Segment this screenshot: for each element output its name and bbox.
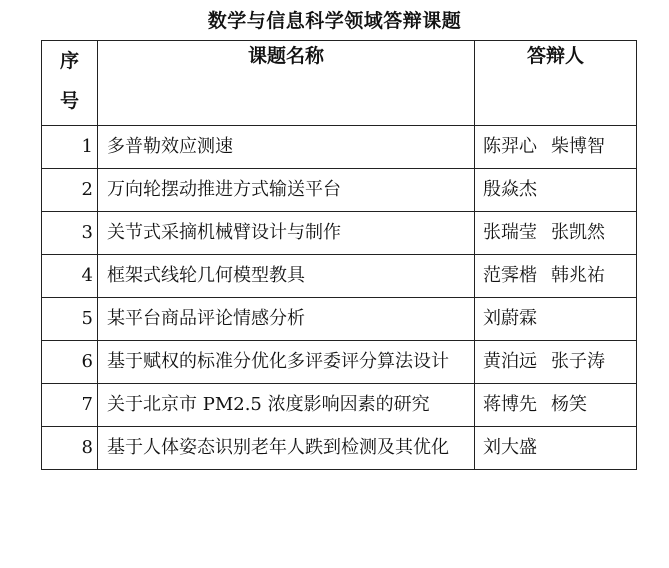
row-people bbox=[475, 169, 637, 212]
table-row bbox=[42, 384, 637, 427]
presenter-name: 陈羿心 bbox=[483, 136, 537, 157]
presenter-name: 韩兆祐 bbox=[551, 265, 605, 286]
defense-topics-table bbox=[41, 40, 637, 470]
presenter-name: 蒋博先 bbox=[483, 394, 537, 415]
row-topic: 某平台商品评论情感分析 bbox=[98, 298, 475, 341]
row-index: 1 bbox=[42, 126, 98, 169]
presenter-name: 殷焱杰 bbox=[483, 179, 537, 200]
header-index-line1: 序 bbox=[59, 50, 79, 72]
presenter-name: 杨笑 bbox=[551, 394, 587, 415]
row-topic: 万向轮摆动推进方式输送平台 bbox=[98, 169, 475, 212]
header-topic: 课题名称 bbox=[98, 41, 475, 126]
row-index: 5 bbox=[42, 298, 98, 341]
row-people bbox=[475, 126, 637, 169]
presenter-name: 刘大盛 bbox=[483, 437, 537, 458]
table-row bbox=[42, 341, 637, 384]
document-title: 数学与信息科学领域答辩课题 bbox=[207, 10, 462, 32]
presenter-name: 黄泊远 bbox=[483, 351, 537, 372]
table-row bbox=[42, 126, 637, 169]
table-header-row bbox=[42, 41, 637, 126]
row-index: 3 bbox=[42, 212, 98, 255]
row-people bbox=[475, 427, 637, 470]
row-index: 8 bbox=[42, 427, 98, 470]
presenter-name: 刘蔚霖 bbox=[483, 308, 537, 329]
row-people bbox=[475, 298, 637, 341]
header-people: 答辩人 bbox=[475, 41, 637, 126]
row-people bbox=[475, 341, 637, 384]
row-people bbox=[475, 255, 637, 298]
row-index: 6 bbox=[42, 341, 98, 384]
row-topic: 关节式采摘机械臂设计与制作 bbox=[98, 212, 475, 255]
row-index: 7 bbox=[42, 384, 98, 427]
row-people bbox=[475, 212, 637, 255]
table-row bbox=[42, 212, 637, 255]
table-row bbox=[42, 169, 637, 212]
header-index-line2: 号 bbox=[59, 90, 79, 112]
row-index: 4 bbox=[42, 255, 98, 298]
presenter-name: 范霁楷 bbox=[483, 265, 537, 286]
row-topic: 多普勒效应测速 bbox=[98, 126, 475, 169]
presenter-name: 张子涛 bbox=[551, 351, 605, 372]
table-row bbox=[42, 298, 637, 341]
row-topic: 基于赋权的标准分优化多评委评分算法设计 bbox=[98, 341, 475, 384]
presenter-name: 张瑞莹 bbox=[483, 222, 537, 243]
row-topic: 关于北京市 PM2.5 浓度影响因素的研究 bbox=[98, 384, 475, 427]
row-people bbox=[475, 384, 637, 427]
row-topic: 框架式线轮几何模型教具 bbox=[98, 255, 475, 298]
row-topic: 基于人体姿态识别老年人跌到检测及其优化 bbox=[98, 427, 475, 470]
row-index: 2 bbox=[42, 169, 98, 212]
presenter-name: 柴博智 bbox=[551, 136, 605, 157]
header-index bbox=[42, 41, 98, 126]
table-row bbox=[42, 255, 637, 298]
presenter-name: 张凯然 bbox=[551, 222, 605, 243]
table-row bbox=[42, 427, 637, 470]
